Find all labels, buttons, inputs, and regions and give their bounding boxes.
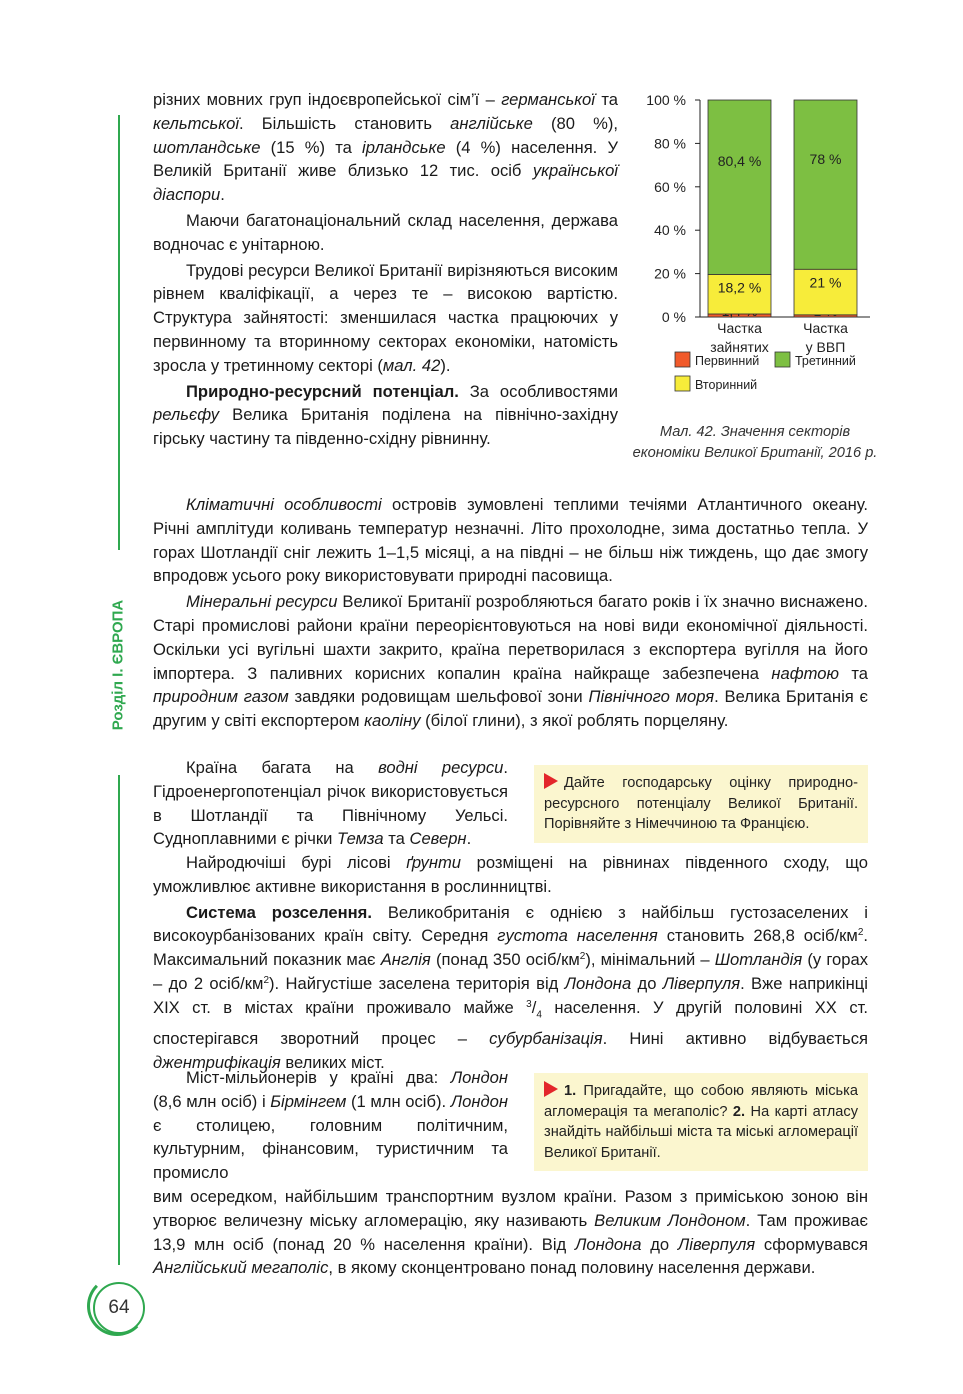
paragraph-8: Найродючіші бурі лісові ґрунти розміщені на рівнинах південного сходу, що уможливлює активне використання в рослинництві.: [153, 853, 868, 896]
legend-label: Третинний: [795, 354, 856, 368]
bar-label: 21 %: [809, 274, 842, 291]
task-box-2: 1. Пригадайте, що собою являють міська агломерація та мегаполіс? 2. На карті атласу знайдіть найбільші міста та міські агломерації Великої Британії.: [534, 1073, 868, 1171]
y-tick-label: 60 %: [654, 178, 686, 195]
text-block-water: [153, 756, 508, 851]
sector-chart: [620, 85, 880, 415]
task-box-1: Дайте господарську оцінку природно-ресурсного потенціалу Великої Британії. Порівняйте з Німеччиною та Францією.: [534, 765, 868, 843]
legend-label: Первинний: [695, 354, 760, 368]
paragraph-3: Трудові ресурси Великої Британії вирізняються високим рівнем кваліфікації, а через те – високою вартістю. Структура зайнятості: зменшилася частка працюючих у первинному та вторинному секторах економіки, натомість зросла у третинному секторі (мал. 42).: [153, 260, 618, 375]
paragraph-5: Кліматичні особливості островів зумовлені теплими течіями Атлантичного океану. Річні амплітуди коливань температур незначні. Літо прохолодне, зима достатньо тепла. У горах Шотландії сніг лежить 1–1,5 місяці, а на півдні – не більш ніж тиждень, що дає змогу впродовж усього року використовувати природні пасовища.: [153, 495, 869, 586]
legend: [675, 352, 856, 392]
legend-label: Вторинний: [695, 378, 758, 392]
x-category-label: Частка: [717, 320, 762, 336]
bars: [708, 100, 857, 319]
legend-swatch: [675, 352, 690, 367]
bar-label: 18,2 %: [717, 279, 762, 296]
x-axis-labels: [710, 320, 848, 355]
paragraph-2: Маючи багатонаціональний склад населення, держава водночас є унітарною.: [153, 210, 618, 254]
bar-segment: [708, 100, 771, 274]
task-arrow-icon: [544, 773, 558, 789]
legend-swatch: [675, 376, 690, 391]
y-tick-label: 80 %: [654, 135, 686, 152]
paragraph-7: Країна багата на водні ресурси. Гідроенергопотенціал річок використовується в Шотландії та Північному Уельсі. Судноплавними є річки Темза та Северн.: [153, 758, 508, 849]
paragraph-9: Система розселення. Великобританія є однією з найбільш густозаселених і високоурбанізованих країн світу. Середня густота населення становить 268,8 осіб/$км^2$. Максимальний показник має Англія (понад 350 осіб/$км^2$), мінімальний – Шотландія (у горах – до 2 осіб/$км^2$). Найгустіше заселена територія від Лондона до Ліверпуля. Вже наприкінці XIX ст. в містах країни проживало майже $^3/_4$ населення. У другій половині XX ст. спостерігався зворотний процес – субурбанізація. Нині активно відбувається джентрифікація великих міст.: [153, 902, 868, 1072]
chapter-label: Розділ I. ЄВРОПА: [109, 599, 127, 731]
paragraph-6: Мінеральні ресурси Великої Британії розробляються багато років і їх значно виснажено. Старі промислові райони країни переорієнтовуються на нові види економічної діяльності. Оскільки усі вугільні шахти закрито, країна перетворилася з експортера вугілля на його імпортера. З паливних корисних копалин країна найкраще забезпечена нафтою та природним газом завдяки родовищам шельфової зони Північного моря. Велика Британія є другим у світі експортером каоліну (білої глини), з якої роблять порцеляну.: [153, 592, 868, 731]
x-category-label: Частка: [803, 320, 848, 336]
paragraph-11: вим осередком, найбільшим транспортним вузлом країни. Разом з приміською зоною він утворює величезну міську агломерацію, яку називають Великим Лондоном. Там проживає 13,9 млн осіб (понад 20 % населення країни). Від Лондона до Ліверпуля сформувався Англійський мегаполіс, в якому сконцентровано понад половину населення держави.: [153, 1187, 868, 1278]
text-block-mid: [153, 493, 868, 733]
text-block-settlement: [153, 851, 868, 1074]
y-tick-label: 20 %: [654, 265, 686, 282]
legend-swatch: [775, 352, 790, 367]
bar-label: 78 %: [809, 151, 842, 168]
text-block-cities: [153, 1066, 508, 1185]
rail-line-bottom: [118, 775, 120, 1265]
x-category-label: у ВВП: [805, 339, 846, 355]
text-block-bottom: [153, 1185, 868, 1280]
paragraph-10: Міст-мільйонерів у країні два: Лондон (8,6 млн осіб) і Бірмінгем (1 млн осіб). Лондон є столицею, головним політичним, культурним, фінансовим, туристичним та промисло: [153, 1068, 508, 1183]
paragraph-4: Природно-ресурсний потенціал. За особливостями рельєфу Велика Британія поділена на північно-західну гірську частину та південно-східну рівнинну.: [153, 381, 618, 449]
figure-caption: Мал. 42. Значення секторів економіки Великої Британії, 2016 р.: [632, 424, 878, 461]
y-tick-label: 0 %: [661, 309, 686, 325]
text-block-top: [153, 88, 618, 451]
page-number: 64: [93, 1282, 145, 1334]
y-tick-label: 40 %: [654, 222, 686, 239]
y-tick-label: 100 %: [646, 92, 686, 108]
x-category-label: зайнятих: [710, 339, 769, 355]
bar-label: 80,4 %: [717, 153, 762, 170]
rail-line-top: [118, 115, 120, 550]
task-arrow-icon: [544, 1081, 558, 1097]
bar-segment: [794, 100, 857, 269]
paragraph-1: різних мовних груп індоєвропейської сім’ї – германської та кельтської. Більшість становить англійське (80 %), шотландське (15 %) та ірландське (4 %) населення. У Великій Британії живе близько 12 тис. осіб української діаспори.: [153, 90, 618, 205]
